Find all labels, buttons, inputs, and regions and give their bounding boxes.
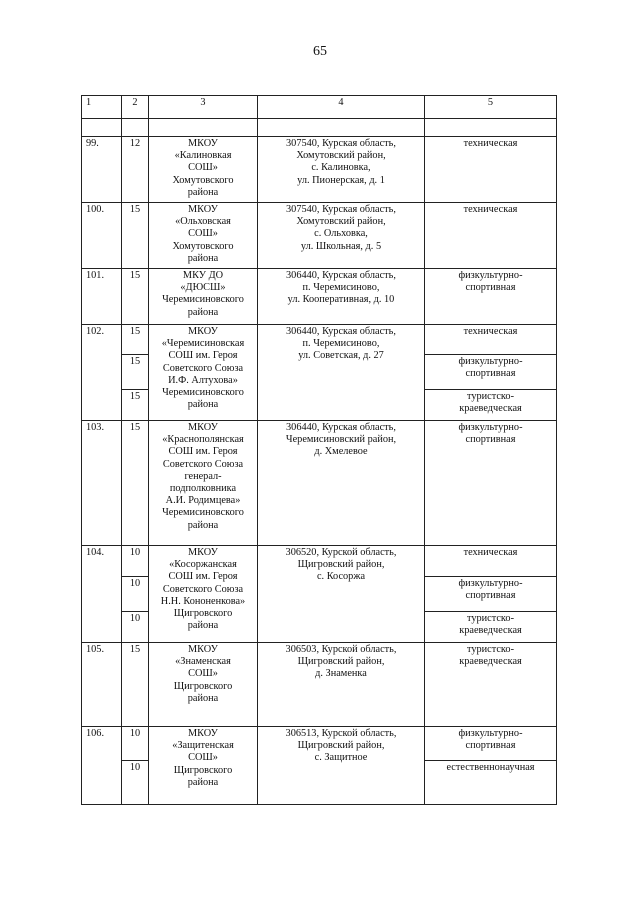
registry-table [81,95,557,805]
organization-address: 306440, Курская область, п. Черемисиново, ул. Советская, д. 27 [258,325,425,421]
table-row [82,203,557,269]
table-row [82,643,557,727]
table-row [82,137,557,203]
region-code: 15 [122,269,149,325]
spacer-row [82,119,557,137]
table-row [82,727,557,761]
direction: физкультурно- спортивная [425,727,557,761]
region-code: 10 [122,612,149,643]
table-body [82,96,557,805]
region-code: 15 [122,203,149,269]
organization-name: МКУ ДО «ДЮСШ» Черемисиновского района [149,269,258,325]
organization-address: 307540, Курская область, Хомутовский район, с. Ольховка, ул. Школьная, д. 5 [258,203,425,269]
direction: техническая [425,325,557,355]
direction: физкультурно- спортивная [425,577,557,612]
row-number: 102. [82,325,122,421]
direction: физкультурно- спортивная [425,269,557,325]
direction: туристско- краеведческая [425,643,557,727]
header-cell: 1 [82,96,122,119]
row-number: 106. [82,727,122,805]
region-code: 10 [122,577,149,612]
organization-name: МКОУ «Защитенская СОШ» Щигровского района [149,727,258,805]
organization-address: 306503, Курской область, Щигровский район, д. Знаменка [258,643,425,727]
region-code: 10 [122,546,149,577]
row-number: 99. [82,137,122,203]
row-number: 100. [82,203,122,269]
row-number: 101. [82,269,122,325]
table-row [82,421,557,546]
organization-name: МКОУ «Калиновкая СОШ» Хомутовского района [149,137,258,203]
organization-address: 306440, Курская область, Черемисиновский район, д. Хмелевое [258,421,425,546]
region-code: 15 [122,325,149,355]
header-cell: 5 [425,96,557,119]
organization-address: 307540, Курская область, Хомутовский район, с. Калиновка, ул. Пионерская, д. 1 [258,137,425,203]
organization-name: МКОУ «Краснополянская СОШ им. Героя Советского Союза генерал- подполковника А.И. Родимцева» Черемисиновского района [149,421,258,546]
header-cell: 2 [122,96,149,119]
region-code: 10 [122,761,149,805]
region-code: 10 [122,727,149,761]
region-code: 12 [122,137,149,203]
direction: физкультурно- спортивная [425,421,557,546]
header-cell: 4 [258,96,425,119]
organization-name: МКОУ «Черемисиновская СОШ им. Героя Советского Союза И.Ф. Алтухова» Черемисиновского района [149,325,258,421]
region-code: 15 [122,390,149,421]
row-number: 104. [82,546,122,643]
organization-address: 306513, Курской область, Щигровский район, с. Защитное [258,727,425,805]
table-row [82,269,557,325]
direction: физкультурно- спортивная [425,355,557,390]
header-cell: 3 [149,96,258,119]
organization-address: 306520, Курской область, Щигровский район, с. Косоржа [258,546,425,643]
organization-name: МКОУ «Ольховская СОШ» Хомутовского района [149,203,258,269]
page-number: 65 [313,44,327,59]
organization-address: 306440, Курская область, п. Черемисиново, ул. Кооперативная, д. 10 [258,269,425,325]
row-number: 105. [82,643,122,727]
header-row [82,96,557,119]
organization-name: МКОУ «Косоржанская СОШ им. Героя Советского Союза Н.Н. Кононенкова» Щигровского района [149,546,258,643]
direction: туристско- краеведческая [425,612,557,643]
row-number: 103. [82,421,122,546]
table-row [82,546,557,577]
region-code: 15 [122,643,149,727]
direction: техническая [425,546,557,577]
region-code: 15 [122,355,149,390]
table-row [82,325,557,355]
direction: техническая [425,137,557,203]
region-code: 15 [122,421,149,546]
direction: туристско- краеведческая [425,390,557,421]
direction: техническая [425,203,557,269]
organization-name: МКОУ «Знаменская СОШ» Щигровского района [149,643,258,727]
direction: естественнонаучная [425,761,557,805]
